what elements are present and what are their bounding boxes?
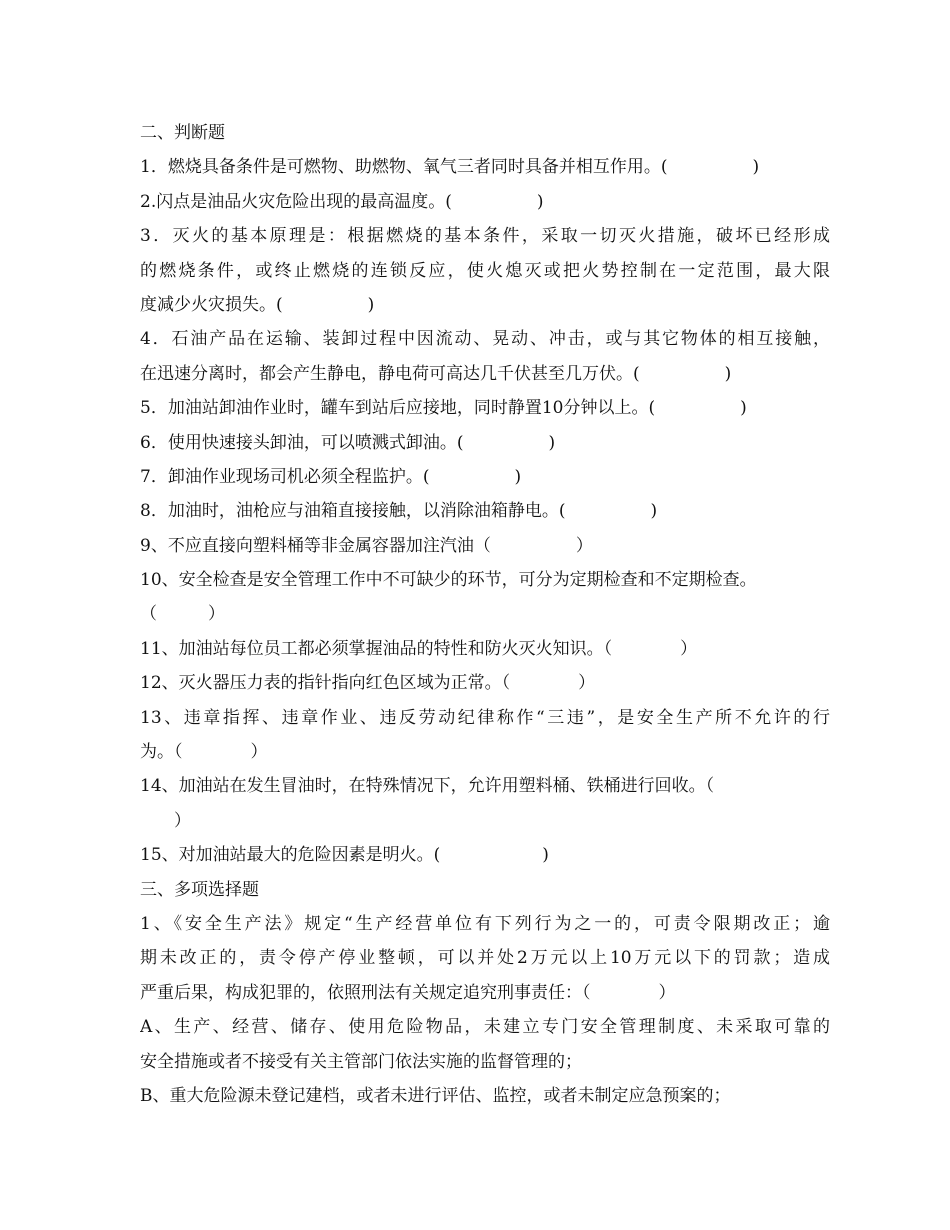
text-line: 度减少火灾损失。( ): [140, 294, 375, 315]
text-line: 1、《安全生产法》规定“生产经营单位有下列行为之一的，可责令限期改正；逾: [140, 913, 830, 934]
text-line: 9、不应直接向塑料桶等非金属容器加注汽油（ ）: [140, 535, 593, 556]
text-line: 5．加油站卸油作业时，罐车到站后应接地，同时静置10分钟以上。( ): [140, 398, 747, 419]
text-line: 14、加油站在发生冒油时，在特殊情况下，允许用塑料桶、铁桶进行回收。（: [140, 776, 715, 797]
text-line: 8．加油时，油枪应与油箱直接接触，以消除油箱静电。( ): [140, 501, 658, 522]
text-line: 期未改正的，责令停产停业整顿，可以并处2万元以上10万元以下的罚款；造成: [140, 948, 830, 969]
text-line: 4．石油产品在运输、装卸过程中因流动、晃动、冲击，或与其它物体的相互接触，: [140, 329, 830, 350]
text-line: 10、安全检查是安全管理工作中不可缺少的环节，可分为定期检查和不定期检查。: [140, 570, 757, 591]
text-line: 的燃烧条件，或终止燃烧的连锁反应，使火熄灭或把火势控制在一定范围，最大限: [140, 260, 830, 281]
text-line: 15、对加油站最大的危险因素是明火。( ): [140, 845, 549, 866]
text-line: 12、灭火器压力表的指针指向红色区域为正常。（ ）: [140, 673, 596, 694]
text-line: 在迅速分离时，都会产生静电，静电荷可高达几千伏甚至几万伏。( ): [140, 363, 732, 384]
text-line: 11、加油站每位员工都必须掌握油品的特性和防火灭火知识。（ ）: [140, 638, 698, 659]
text-line: 13、违章指挥、违章作业、违反劳动纪律称作“三违”，是安全生产所不允许的行: [140, 707, 830, 728]
text-line: 7．卸油作业现场司机必须全程监护。( ): [140, 466, 522, 487]
text-line: 3．灭火的基本原理是：根据燃烧的基本条件，采取一切灭火措施，破坏已经形成: [140, 226, 830, 247]
text-line: 2.闪点是油品火灾危险出现的最高温度。( ): [140, 191, 544, 212]
text-line: （ ）: [140, 604, 225, 625]
text-line: A、生产、经营、储存、使用危险物品，未建立专门安全管理制度、未采取可靠的: [140, 1017, 830, 1038]
document-body: [140, 116, 830, 1113]
text-line: 三、多项选择题: [140, 879, 259, 900]
text-line: ）: [140, 810, 191, 831]
text-line: 严重后果，构成犯罪的，依照刑法有关规定追究刑事责任：（ ）: [140, 982, 676, 1003]
text-line: 1．燃烧具备条件是可燃物、助燃物、氧气三者同时具备并相互作用。( ): [140, 157, 760, 178]
text-line: B、重大危险源未登记建档，或者未进行评估、监控，或者未制定应急预案的；: [140, 1085, 731, 1106]
text-line: 为。（ ）: [140, 742, 268, 763]
text-line: 安全措施或者不接受有关主管部门依法实施的监督管理的；: [140, 1051, 582, 1072]
text-line: 6．使用快速接头卸油，可以喷溅式卸油。( ): [140, 432, 556, 453]
text-line: 二、判断题: [140, 123, 225, 143]
